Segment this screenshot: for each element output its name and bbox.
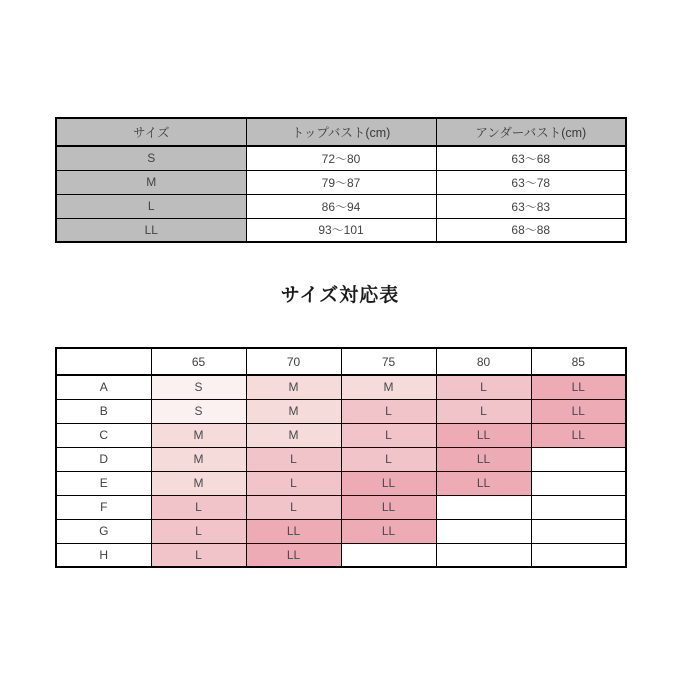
spec-value-cell: 63〜68 xyxy=(436,146,626,170)
matrix-size-cell: S xyxy=(151,399,246,423)
matrix-row-label: B xyxy=(56,399,151,423)
spec-value-cell: 63〜78 xyxy=(436,170,626,194)
spec-row-label: M xyxy=(56,170,246,194)
spec-col-header: トップバスト(cm) xyxy=(246,118,436,146)
spec-table-row xyxy=(56,146,626,170)
matrix-size-cell: L xyxy=(341,423,436,447)
matrix-row-label: A xyxy=(56,375,151,399)
spec-table-row xyxy=(56,170,626,194)
matrix-size-cell: L xyxy=(436,375,531,399)
matrix-size-cell: L xyxy=(436,399,531,423)
spec-row-label: LL xyxy=(56,218,246,242)
spec-row-label: S xyxy=(56,146,246,170)
matrix-col-header: 85 xyxy=(531,348,626,375)
matrix-row-label: H xyxy=(56,543,151,567)
matrix-size-cell: LL xyxy=(436,423,531,447)
matrix-size-cell: L xyxy=(151,519,246,543)
matrix-row-label: E xyxy=(56,471,151,495)
matrix-size-cell: M xyxy=(151,471,246,495)
matrix-size-cell: M xyxy=(151,447,246,471)
spec-value-cell: 68〜88 xyxy=(436,218,626,242)
matrix-size-cell: LL xyxy=(341,519,436,543)
matrix-size-cell xyxy=(531,495,626,519)
matrix-corner-cell xyxy=(56,348,151,375)
matrix-col-header: 65 xyxy=(151,348,246,375)
matrix-table-row xyxy=(56,519,626,543)
matrix-table-row xyxy=(56,471,626,495)
spec-value-cell: 63〜83 xyxy=(436,194,626,218)
matrix-size-cell: L xyxy=(151,495,246,519)
matrix-size-cell: M xyxy=(246,399,341,423)
spec-col-header: アンダーバスト(cm) xyxy=(436,118,626,146)
matrix-size-cell: LL xyxy=(531,399,626,423)
matrix-table-row xyxy=(56,375,626,399)
spec-value-cell: 79〜87 xyxy=(246,170,436,194)
matrix-size-cell xyxy=(341,543,436,567)
matrix-size-cell xyxy=(436,543,531,567)
matrix-size-cell: LL xyxy=(246,519,341,543)
spec-col-header: サイズ xyxy=(56,118,246,146)
matrix-size-cell: LL xyxy=(341,471,436,495)
matrix-row-label: F xyxy=(56,495,151,519)
matrix-size-cell xyxy=(531,543,626,567)
matrix-size-cell xyxy=(436,495,531,519)
spec-row-label: L xyxy=(56,194,246,218)
matrix-size-cell: M xyxy=(246,423,341,447)
spec-table-row xyxy=(56,218,626,242)
matrix-size-cell: LL xyxy=(436,471,531,495)
matrix-size-cell: LL xyxy=(531,423,626,447)
matrix-row-label: G xyxy=(56,519,151,543)
matrix-size-cell: M xyxy=(246,375,341,399)
matrix-size-cell xyxy=(531,447,626,471)
matrix-size-cell: M xyxy=(151,423,246,447)
matrix-size-cell: LL xyxy=(341,495,436,519)
matrix-size-cell: M xyxy=(341,375,436,399)
matrix-table-row xyxy=(56,399,626,423)
matrix-size-cell xyxy=(436,519,531,543)
matrix-size-cell: LL xyxy=(436,447,531,471)
spec-value-cell: 93〜101 xyxy=(246,218,436,242)
spec-table-row xyxy=(56,194,626,218)
matrix-row-label: D xyxy=(56,447,151,471)
matrix-size-cell: L xyxy=(341,399,436,423)
matrix-size-cell: L xyxy=(341,447,436,471)
matrix-col-header: 70 xyxy=(246,348,341,375)
size-matrix-table xyxy=(55,347,627,568)
matrix-size-cell: L xyxy=(151,543,246,567)
matrix-size-cell: L xyxy=(246,471,341,495)
matrix-size-cell xyxy=(531,471,626,495)
matrix-table-row xyxy=(56,495,626,519)
matrix-table-row xyxy=(56,423,626,447)
matrix-table-row xyxy=(56,543,626,567)
matrix-col-header: 75 xyxy=(341,348,436,375)
size-spec-header xyxy=(56,118,626,146)
spec-value-cell: 86〜94 xyxy=(246,194,436,218)
matrix-size-cell: L xyxy=(246,447,341,471)
matrix-size-cell: L xyxy=(246,495,341,519)
matrix-row-label: C xyxy=(56,423,151,447)
size-spec-table xyxy=(55,117,627,243)
matrix-size-cell xyxy=(531,519,626,543)
size-matrix-header xyxy=(56,348,626,375)
matrix-table-row xyxy=(56,447,626,471)
size-chart-title: サイズ対応表 xyxy=(280,285,400,306)
matrix-size-cell: S xyxy=(151,375,246,399)
spec-value-cell: 72〜80 xyxy=(246,146,436,170)
matrix-col-header: 80 xyxy=(436,348,531,375)
matrix-size-cell: LL xyxy=(246,543,341,567)
matrix-size-cell: LL xyxy=(531,375,626,399)
